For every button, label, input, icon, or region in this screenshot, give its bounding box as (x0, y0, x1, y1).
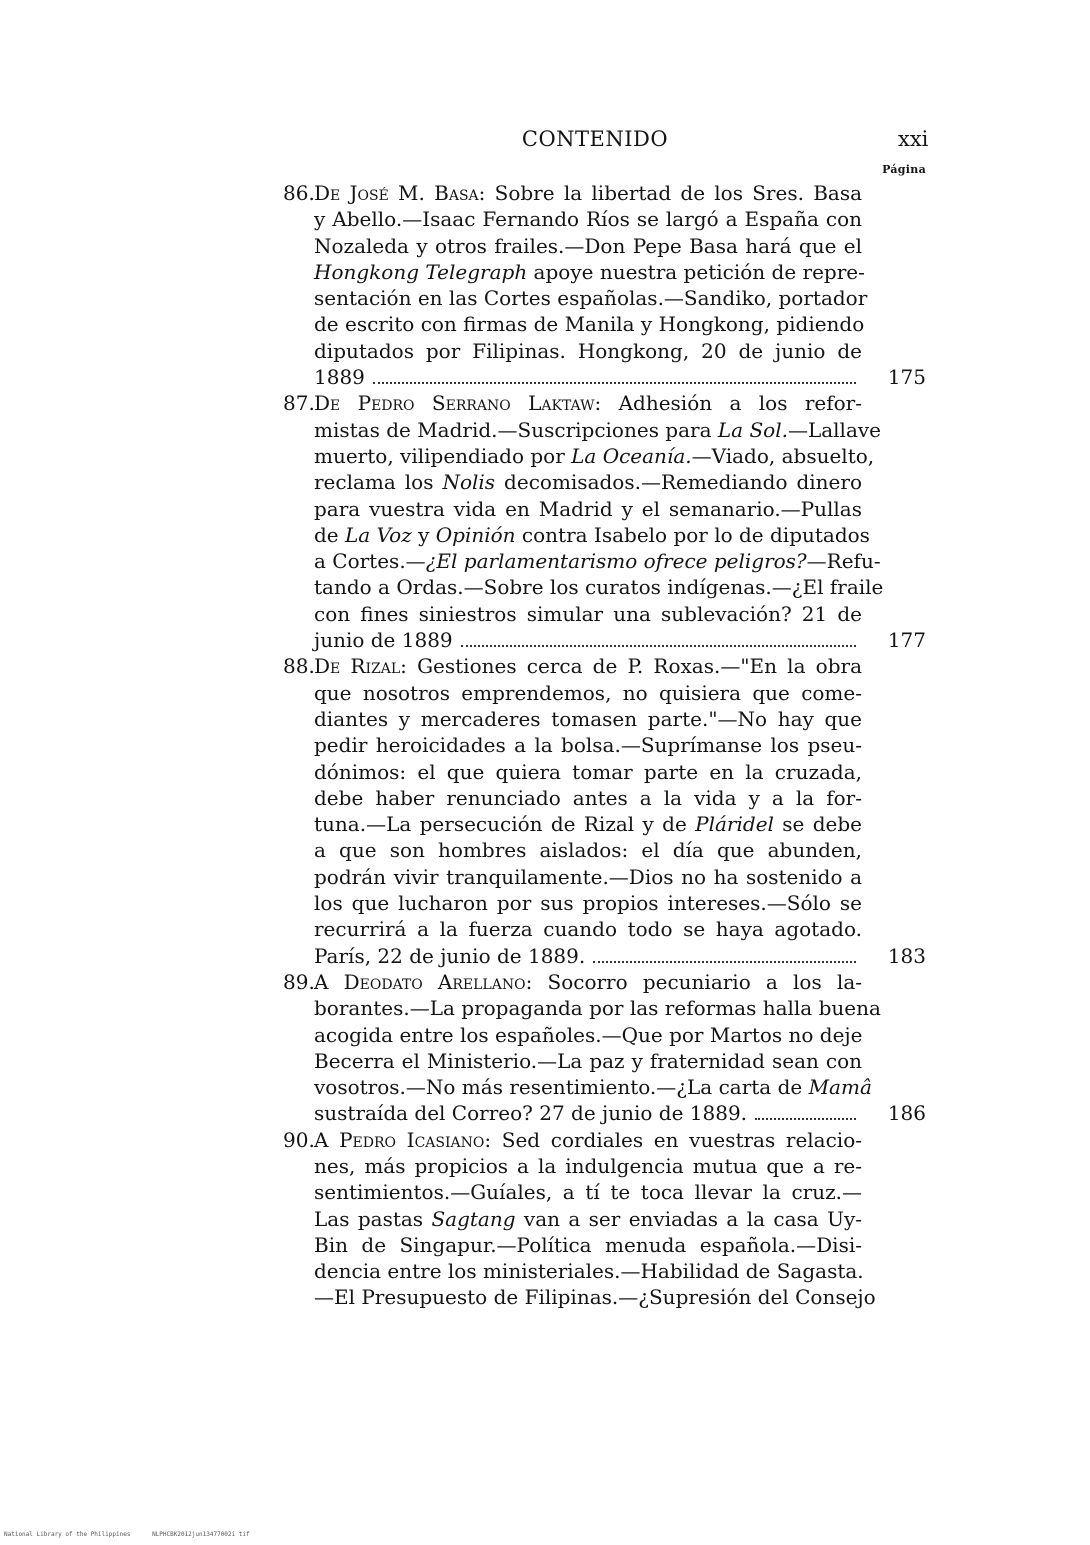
entry-line (0, 1022, 1090, 1048)
entry-text: A Pedro Icasiano: Sed cordiales en vuestras relacio- (314, 1127, 863, 1152)
entry-number: 88. (283, 654, 315, 679)
entry-line (0, 601, 1090, 627)
entry-line (0, 811, 1090, 837)
entry-text: nes, más propicios a la indulgencia mutua que a re- (314, 1153, 862, 1178)
entry-line (0, 311, 1090, 337)
entry-text: diputados por Filipinas. Hongkong, 20 de junio de (314, 338, 862, 363)
entry-line (0, 496, 1090, 522)
entry-line (0, 1127, 1090, 1153)
entry-text: De Pedro Serrano Laktaw: Adhesión a los refor- (314, 391, 862, 416)
dot-leader (373, 376, 856, 384)
entry-page-number: 183 (887, 943, 926, 968)
entry-line (0, 285, 1090, 311)
entry-text: podrán vivir tranquilamente.—Dios no ha sostenido a (314, 864, 862, 889)
entry-text: mistas de Madrid.—Suscripciones para La Sol.—Lallave (314, 417, 882, 442)
running-head (0, 124, 1090, 154)
entry-text: Becerra el Ministerio.—La paz y fraternidad sean con (314, 1048, 862, 1073)
entry-line (0, 548, 1090, 574)
entry-line (0, 522, 1090, 548)
entry-line (0, 206, 1090, 232)
contents-entry (0, 390, 1090, 653)
entry-text: con fines siniestros simular una sublevación? 21 de (314, 601, 862, 626)
contents-entry (0, 653, 1090, 969)
entry-text: De Rizal: Gestiones cerca de P. Roxas.—"En la obra (314, 654, 862, 679)
entry-line (0, 680, 1090, 706)
entry-page-number: 177 (887, 628, 926, 653)
entry-line (0, 364, 1090, 390)
entry-text: sentimientos.—Guíales, a tí te toca llevar la cruz.— (314, 1180, 862, 1205)
entry-text: Las pastas Sagtang van a ser enviadas a la casa Uy- (314, 1206, 862, 1231)
entry-line (0, 916, 1090, 942)
entry-text: de escrito con firmas de Manila y Hongkong, pidiendo (314, 312, 865, 337)
entry-text: A Deodato Arellano: Socorro pecuniario a los la- (314, 969, 863, 994)
dot-leader (461, 639, 856, 647)
entry-line (0, 759, 1090, 785)
dot-leader (755, 1112, 856, 1120)
entry-line (0, 233, 1090, 259)
entry-line (0, 338, 1090, 364)
entry-number: 89. (283, 969, 315, 994)
contents-entry (0, 969, 1090, 1127)
entry-line (0, 732, 1090, 758)
entry-line (0, 969, 1090, 995)
entry-line (0, 1258, 1090, 1284)
page-folio: xxi (898, 127, 929, 151)
contents-list (0, 180, 1090, 1311)
entry-line (0, 653, 1090, 679)
entry-text: —El Presupuesto de Filipinas.—¿Supresión del Consejo (314, 1285, 876, 1310)
entry-text: para vuestra vida en Madrid y el semanario.—Pullas (314, 496, 862, 521)
dot-leader (593, 955, 856, 963)
entry-text: que nosotros emprendemos, no quisiera que come- (314, 680, 862, 705)
entry-text: París, 22 de junio de 1889. (314, 943, 862, 969)
scan-footer (4, 1531, 268, 1538)
entry-line (0, 1179, 1090, 1205)
entry-text: Bin de Singapur.—Política menuda española.—Disi- (314, 1232, 862, 1257)
entry-line (0, 574, 1090, 600)
entry-text: 1889 (314, 364, 862, 390)
entry-text: vosotros.—No más resentimiento.—¿La carta de Mamâ (314, 1075, 872, 1100)
entry-text: sentación en las Cortes españolas.—Sandiko, portador (314, 286, 868, 311)
entry-text: los que lucharon por sus propios intereses.—Sólo se (314, 891, 862, 916)
entry-line (0, 1048, 1090, 1074)
scan-id: NLPHCBK2012jun13477002i tif (152, 1531, 250, 1538)
entry-line (0, 864, 1090, 890)
entry-line (0, 417, 1090, 443)
entry-number: 86. (283, 181, 315, 205)
entry-line (0, 995, 1090, 1021)
library-credit: National Library of the Philippines (4, 1531, 131, 1538)
entry-number: 87. (283, 391, 315, 416)
entry-text: Hongkong Telegraph apoye nuestra petición de repre- (314, 259, 865, 284)
entry-text: pedir heroicidades a la bolsa.—Suprímanse los pseu- (314, 733, 862, 758)
entry-line (0, 1100, 1090, 1126)
contents-entry (0, 180, 1090, 390)
entry-line (0, 1284, 1090, 1310)
entry-text: y Abello.—Isaac Fernando Ríos se largó a España con (314, 207, 862, 232)
entry-line (0, 1153, 1090, 1179)
entry-text: a Cortes.—¿El parlamentarismo ofrece peligros?—Refu- (314, 549, 881, 574)
entry-text: diantes y mercaderes tomasen parte."—No hay que (314, 706, 862, 731)
entry-line (0, 943, 1090, 969)
entry-text: dencia entre los ministeriales.—Habilidad de Sagasta. (314, 1259, 864, 1284)
entry-text: debe haber renunciado antes a la vida y a la for- (314, 785, 862, 810)
entry-line (0, 627, 1090, 653)
entry-line (0, 390, 1090, 416)
entry-text: Nozaleda y otros frailes.—Don Pepe Basa hará que el (314, 233, 862, 258)
entry-text: de La Voz y Opinión contra Isabelo por lo de diputados (314, 522, 870, 547)
entry-number: 90. (283, 1127, 315, 1152)
entry-line (0, 180, 1090, 206)
entry-line (0, 259, 1090, 285)
entry-text: tuna.—La persecución de Rizal y de Pláridel se debe (314, 812, 863, 837)
entry-line (0, 1232, 1090, 1258)
entry-text: tando a Ordas.—Sobre los curatos indígenas.—¿El fraile (314, 575, 884, 600)
entry-text: acogida entre los españoles.—Que por Martos no deje (314, 1022, 863, 1047)
entry-page-number: 175 (887, 365, 926, 390)
entry-line (0, 785, 1090, 811)
entry-line (0, 469, 1090, 495)
page-title: CONTENIDO (521, 127, 669, 151)
entry-text: junio de 1889 (314, 627, 862, 653)
entry-line (0, 1206, 1090, 1232)
contents-entry (0, 1127, 1090, 1311)
entry-line (0, 890, 1090, 916)
page-column-label: Página (882, 163, 926, 176)
entry-page-number: 186 (887, 1101, 926, 1126)
entry-text: dónimos: el que quiera tomar parte en la cruzada, (314, 759, 862, 784)
entry-line (0, 1074, 1090, 1100)
entry-text: muerto, vilipendiado por La Oceanía.—Viado, absuelto, (314, 443, 875, 468)
entry-line (0, 837, 1090, 863)
entry-text: reclama los Nolis decomisados.—Remediando dinero (314, 470, 862, 495)
entry-text: De José M. Basa: Sobre la libertad de los Sres. Basa (314, 181, 863, 205)
entry-text: a que son hombres aislados: el día que abunden, (314, 838, 862, 863)
entry-line (0, 706, 1090, 732)
entry-line (0, 443, 1090, 469)
entry-text: borantes.—La propaganda por las reformas halla buena (314, 996, 881, 1021)
entry-text: sustraída del Correo? 27 de junio de 1889. (314, 1100, 862, 1126)
entry-text: recurrirá a la fuerza cuando todo se haya agotado. (314, 917, 862, 942)
